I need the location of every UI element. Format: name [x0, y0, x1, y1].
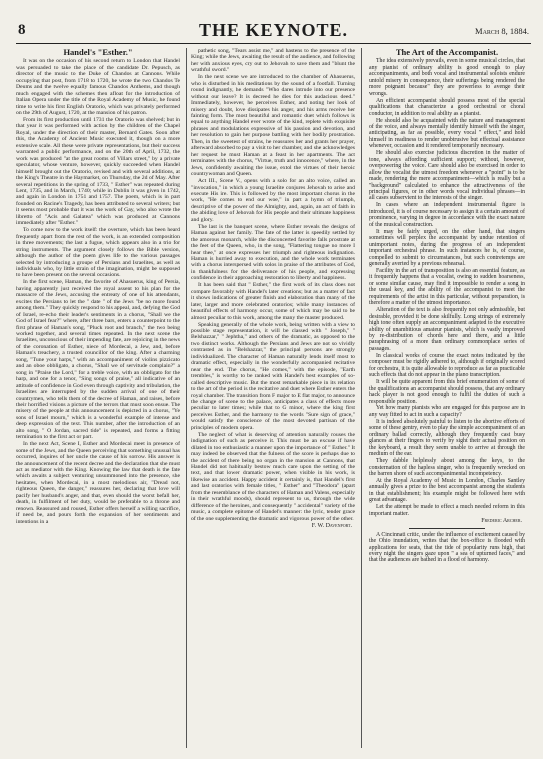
masthead: THE KEYNOTE.: [198, 20, 349, 40]
paragraph: Alteration of the text is also frequently not only admissible, but desirable, provided it be done skilfully. Long strings of extremely high tone often supply an accompaniment adapted to the executive ability of unambitious amateur pianists, which is vastly improved by re-distribution of chords here and there, and a little paraphrasing of a more than ordinary commonplace series of passages.: [369, 307, 525, 352]
paragraph: pathetic song, "Tears assist me," and hastens to the presence of the King; while the Jews, awaiting the result of the audience, and following her with anxious eyes, cry out to Jehovah to save them and "blunt the wrathful sword.": [191, 48, 355, 74]
column-1: [16, 48, 180, 748]
critic-paragraph: A Cincinnati critic, under the influence of excitement caused by the Ohio inundation, writes that the box-office is flooded with applications for seats, that the tide of popularity runs high, that every night the singers gaze upon " a sea of upturned faces," and that the audiences are bathed in a flood of harmony.: [369, 531, 525, 564]
column-rule-1: [186, 48, 187, 748]
paragraph: The last is the banquet scene, where Esther reveals the designs of Haman against her family. The fate of the latter is speedily settled by the amorous monarch, while the disconcerted favorite falls prostrate at the feet of the Queen, who, in the song, "Flattering tongue no more I hear thee," at once expresses her triumph and righteous indignation. Haman is hurried away to execution, and the whole work terminates with a chorus interspersed with solos in praise of the attributes of God, in thankfulness for the deliverance of his people, and expressing confidence in their approaching restoration to liberty and happiness.: [191, 223, 355, 282]
paragraph: Yet how many pianists who are engaged for this purpose are in any way fitted to act in such a capacity?: [369, 405, 525, 418]
paragraph: To come now to the work itself: the overture, which has been heard frequently apart from the rest of the work, is an extended composition in three movements; the last a fugue, which appears also in a trio for string instruments. The argument closely follows the Bible version, although the author of the poem gives life to the various passages selected by introducing a groupe of Persians and Israelites, as well as individuals who, by little strain of the imagination, might be supposed to have been present on the several occasions.: [16, 227, 180, 279]
page-header: [16, 20, 531, 40]
article-author-accompanist: Frederic Archer.: [481, 518, 522, 525]
paragraph: Facility in the art of transposition is also an essential feature, as it frequently happens that a vocalist, owing to sudden hoarseness, or some similar cause, may find it impossible to render a song in the usual key, and the ability of the accompanist to meet the requirements of the artist in this particular, without preparation, is therefore a matter of the utmost importance.: [369, 267, 525, 307]
paragraph: The idea extensively prevails, even in some musical circles, that any pianist of ordinary ability is good enough to play accompaniments, and both vocal and instrumental soloists endure untold misery in consequence, their sufferings being rendered the more poignant because" they are powerless to avenge their wrongs.: [369, 58, 525, 97]
paragraph: In classical works of course the exact notes indicated by the composer must be rigidly adhered to, although if originally scored for orchestra, it is quite allowable to reproduce as far as practicable such effects that do not appear in the piano transcription.: [369, 352, 525, 379]
paragraph: In the next scene we are introduced to the chamber of Ahasuerus, who is disturbed in his meditations by the sound of a footfall. Turning round indignantly, he demands "Who dares intrude into our presence without our leave? It is decreed he dies for this audacious deed." Immediately, however, he perceives Esther, and noting her look of misery and doubt, love dissipates his anger, and his arms receive her fainting form. The most beautiful and romantic duet which follows is equal to anything Handel ever wrote of the kind, replete with exquisite phrases and modulations expressive of his passion and devotion, and her resolution to gain her purpose battling with her bodily prostration. Then, in the sweetest of strains, he reassures her and grants her prayer, afterward absorbed to pay a visit to her chamber, and she acknowledges her request he must Haman at a feast in her apartments. The act terminates with the chorus, "Virtue, truth and innocence," where, in the Jews, confidently awaiting the issue, extol the virtues of their heroic countrywoman and Queen.: [191, 74, 355, 178]
paragraph: It is indeed absolutely painful to listen to the abortive efforts of some of these gentry, even to play the simple accompaniment of an ordinary ballad correctly, although they frequently cast busy glances at their fingers to verify by sight their actual position on the keyboard, a result they seem unable to arrive at through the medium of the ear.: [369, 418, 525, 458]
article-title-handel: Handel's "Esther.": [63, 48, 133, 57]
paragraph: It was on the occasion of his second return to London that Handel was persuaded to take the place of the candidate Dr. Pepusch, as director of the music to the Duke of Chandos at Cannons. While occupying that post, from 1718 to 1720, he wrote the two Chandos Te Deums and the twelve equally famous Chandos Anthems, and though much engaged with the schemes then afloat for the introduction of Italian Opera under the title of the Royal Academy of Music, he found time to write his first English Oratorio, which was privately performed on the 29th of August, 1720, at the mansion of his patron.: [16, 58, 180, 117]
paragraph: In cases where an independent instrumental figure is introduced, it is of course necessary to assign it a certain amount of prominence, varying in degree in accordance with the exact nature of the musical construction.: [369, 202, 525, 228]
issue-date: March 8, 1884.: [475, 26, 529, 36]
paragraph: It will be quite apparent from this brief enumeration of some of the qualifications an accompanist should possess, that any ordinary hack player is not good enough to fulfil the duties of such a responsible position.: [369, 379, 525, 405]
article-separator: [409, 528, 485, 529]
header-rule: [16, 43, 531, 44]
column-rule-2: [361, 48, 362, 748]
paragraph: Let the attempt be made to effect a much needed reform in this important matter.: [369, 504, 525, 517]
paragraph: The neglect of what is deserving of attention naturally rouses the indignation of such as perceive it. This must be an excuse if have dilated in too enthusiastic a manner upon the importance of " Esther." It may indeed be observed that the fulness of the score is perhaps due to the accident of there being no organ in the mansion at Cannons, that Handel did not habitually bestow much care upon the setting of the text, and that lower dramatic power, when visible in his work, is likewise an accident. Happy accident it certainly is, that Handel's first and last oratorios with female titles, " Esther" and "Theodora" (apart from the resemblance of the characters of Haman and Valens, especially in their wrathful moods), should represent to us, through the wide difference of the heroines, and consequently " accidental" variety of the music, a complete epitome of Handel's manner: the lyric, tender grace of the one supplementing the dramatic and vigorous power of the other.: [191, 431, 355, 522]
paragraph: In the first scene, Haman, the favorite of Ahasuerus, king of Persia, having apparently just received the royal assent to his plan for the massacre of the Jews, accusing the entreaty of one of his attendants, excites the Persians to let the " date " of the Jews "be no more found among them." They quickly respond to his appeal, and, defying the God of Israel, re-echo their leader's sentiments in a chorus, "Shall we the God of Israel fear?" where, after three bars, enters a counterpoint to the first phrase of Haman's song, "Pluck root and branch," the two being worked together, and several times repeated. In the next scene the Israelites, unconscious of their impending fate, are rejoicing in the news of the coronation of Esther, niece of Mordecai, a Jew, and, before Haman's treachery, a trusted councillor of the king. After a charming song, "Tune your harps," with an accompaniment of violins pizzicato and an oboe obbligato, a chorus, "Shall we of servitude complain?" a song in "Praise the Lord," for a treble voice, with an obbligato for the harp, and one for a tenor, "Sing songs of praise," all indicative of an attitude of confidence in God even through captivity and tribulation, the Israelites are interrupted by the sudden arrival of one of their countrymen, who tells them of the decree of Haman, and raises, before their horrified visions a picture of the terrors that must soon ensue. The misery of the people at this announcement is depicted in a chorus, "Ye sons of Israel mourn," which is a wonderful example of intense and deep expression of the text. This number, after the introduction of an alto song, " O Jordan, sacred tide" is repeated, and forms a fitting termination to the first act or part.: [16, 279, 180, 441]
column-3: [363, 48, 531, 748]
paragraph: It has been said that " Esther," the first work of its class does not compare favorably with Handel's later creations; but as a matter of fact it shows indications of greater finish and elaboration than many of the later, larger and more celebrated oratorios; while many instances of beautiful effects of harmony occur, some of which may be said to be almost peculiar to this work, among the many the master produced.: [191, 282, 355, 321]
column-2: [191, 48, 355, 748]
article-title-accompanist: The Art of the Accompanist.: [395, 48, 499, 57]
paragraph: Speaking generally of the whole work, being written with a view to possible stage representation, it will be classed with " Joseph," " Belshazzar," " Jephtha," and others of the dramatic, as opposed to the two distinct works. Although the Persians and Jews are not so vividly contrasted as in "Belshazzar," the principal persons are strongly individualized. The character of Haman naturally lends itself most to dramatic effect, especially in the wonderfully accompanied recitative near the end. The chorus, "He comes," with the episode, "Earth trembles," is worthy to be ranked with Handel's best examples of so-called descriptive music. But the most remarkable piece in its relation to the art of the period is the recitative and duet where Esther enters the royal chamber. The transition from F major to E flat major, to announce the change of scene to the palace, anticipates a class of effects more peculiar to later times; while that to G minor, where the king first perceives Esther, and the harmony to the words "Sure sign of grace," would satisfy the conscience of the most devoted partisan of the principles of modern opera.: [191, 321, 355, 431]
page-number: 8: [18, 22, 26, 38]
paragraph: Act III., Scene V., opens with a solo for an alto voice, called an "invocation," in which a young Israelite conjures Jehovah to arise and execute His ire. This is followed by the most important chorus in the work, "He comes to end our woe," in part a hymn of triumph, descriptive of the power of the Almighty, and, again, an act of faith in the abiding love of Jehovah for His people and their ultimate happiness and glory.: [191, 178, 355, 223]
paragraph: It may be fairly urged, on the other hand, that singers sometimes will perplex the accompanist by undue retention of unimportant notes, during the progress of an independent important orchestral phrase. In such instances he is, of course, compelled to submit to circumstances, but such contretemps are generally averted by a previous rehearsal.: [369, 228, 525, 267]
article-author-handel: F. W. Davenport.: [311, 523, 352, 530]
paragraph: They dabble helplessly about among the keys, to the consternation of the hapless singer, who is frequently wrecked on the barren shore of such accompanimental incompetency.: [369, 458, 525, 477]
paragraph: In the next Act, Scene I, Esther and Mordecai meet in presence of some of the Jews, and the Queen perceiving that something unusual has occurred, inquires of her uncle the cause of his sorrow. His answer is the announcement of the recent decree and the declaration that she must act as mediator with the King. Knowing the law that death is the fate which awaits a subject venturing unsummoned into the presence, she hesitates, when Mordecai, in a most melodious air, "Dread not, righteous Queen, the danger," reassures her, declaring that love will pacify her husband's anger, and that, even should the worst befall her, death, in fulfilment of her duty, would be preferable to a throne and renown. Reassured and roused, Esther offers herself a willing sacrifice, if need be, and pours forth the expansion of her sentiments and intentions in a: [16, 441, 180, 525]
paragraph: From its first production until 1731 the Oratorio was shelved; but in that year it was performed with action by the children of the Chapel Royal, under the direction of their master, Bernard Gates. Soon after this, the Academy of Ancient Music executed it, though on a more extensive scale. All these were private representations, but their success warranted a public performance, and on the 20th of April, 1732, the work was produced "at the great rooms of Villars street," by a private speculator, whose venture, however, quickly succeeded when Handel himself brought out the Oratorio, revised and with several additions, at the King's Theatre in the Haymarket, on Thursday, the 2d of May. After several repetitions in the spring of 1733, " Esther" was repeated during Lent, 1735, and in March, 1740; while in Dublin it was given in 1742, and again in London in 1751 and 1757. The poem, which is in part founded on Racine's Tragedy, has been attributed to several writers; but it seems most probable that it was the work of Gay, who also wrote the libretto of "Acis and Galatea" which was produced at Cannons immediately after "Esther.": [16, 117, 180, 227]
paragraph: An efficient accompanist should possess most of the special qualifications that characterize a good orchestral or choral conductor, in addition to real ability as a pianist.: [369, 97, 525, 117]
paragraph: He should also be acquainted with the nature and management of the voice, and always mentally identify himself with the singer, anticipating, as far as possible, every vocal " effect," and hold himself in readiness to render unobtrusive but effectual assistance whenever, occasion and it rendered temporarily necessary.: [369, 117, 525, 150]
paragraph: He should also exercise judicious discretion in the matter of tone, always affording sufficient support; without, however, overpowering the voice. Care should also be exercised in order to allow the vocalist the utmost freedom whenever a "point" is to be made, rendering the mere accompaniment—which is really but a "background" calculated to enhance the attractiveness of the principal figures, or in other words vocal individual phrases—in all cases subservient to the interests of the singer.: [369, 150, 525, 202]
paragraph: At the Royal Academy of Music in London, Charles Santley annually gives a prize to the best accompanist among the students in that establishment; his example might be followed here with great advantage.: [369, 477, 525, 504]
